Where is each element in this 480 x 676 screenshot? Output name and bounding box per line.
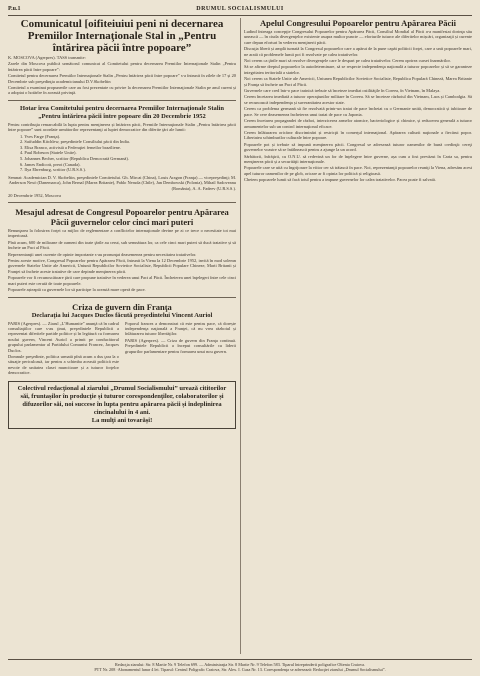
notice-text: Colectivul redacţional al ziarului „Drumul Socialismului” urează cititorilor săi, fruntașilor în producţie și tuturor corespondenţilor, colaboratorilor și difuzorilor săi, noi succese în lupta pentru apărarea păcii și îndeplinirea cincinalului în 4 ani. La mulţi ani tovarăși!	[17, 384, 227, 424]
article-paragraph: Popoarele care se uită cu îngrijorare la viitor cer să trăiască în pace. Noi, reprezentanţii popoarelor reuniţi la Viena, adresăm acest apel tuturor oamenilor de pe glob, oricare ar fi opinia lor politică și religioasă.	[244, 165, 472, 176]
list-item: 1. Yves Farge (Franţa).	[20, 133, 61, 139]
page-number: P.u.1	[8, 6, 21, 12]
article-paragraph: Renunţarea la folosirea forţei ca mijloc de reglementare a conflictelor internaţionale devine pe zi ce trece o necesitate tot mai imperioasă.	[8, 228, 236, 239]
article-paragraph: Cerem încetarea propagandei de război, interzicerea armelor atomice, bacteriologice și chimice, și reducerea generală a tuturor armamentelor sub un control internaţional eficace.	[244, 118, 472, 129]
article-paragraph: Pentru aceste motive, Congresul Popoarelor pentru Apărarea Păcii, întrunit la Viena la 12 Decembrie 1952, invită în mod solemn guvernele Statelor Unite ale Americii, Uniunii Republicilor Sovietice Socialiste, Republicii Populare Chineze, Marii Britanii și Franţei să încheie aceste tratative de care depinde menţinerea păcii.	[8, 258, 236, 274]
article-paragraph: Noi cerem ca ţările mari să rezolve divergenţele care le despart pe calea tratativelor. Cerem oprirea cursei înarmărilor.	[244, 58, 451, 64]
article-paragraph: PARIS (Agerpres). — Criza de guvern din Franţa continuă. Preşedintele Republicii a început consultările cu liderii grupurilor parlamentare pentru formarea unui nou guvern.	[125, 337, 236, 354]
newspaper-name: DRUMUL SOCIALISMULUI	[196, 6, 284, 12]
article-paragraph: Sărbătorii, înfrăţirii, cu O.N.U. să redevină un for de înţelegere între guverne, așa cum a fost prevăzut în Carta sa, pentru menţinerea păcii și a securităţii internaţionale.	[244, 153, 472, 164]
article-paragraph: Cerem înlăturarea oricăror discriminări și restricţii în comerţul internaţional. Apărarea culturii naţionale a fiecărui popor. Libertatea schimburilor culturale între popoare.	[244, 129, 472, 141]
article-paragraph: Guvernele care cred într-o pace trainică trebuie să înceteze imediat ostilităţile în Coreea, în Vietnam, în Malaya.	[244, 88, 441, 94]
header-rule	[8, 15, 472, 16]
article-title: Hotar îrea Comitetului pentru decernarea Premiilor Internaţionale Stalin	[20, 104, 224, 112]
article-paragraph: Să se afirme dreptul popoarelor la autodeterminare, să se respecte independenţa naţională a tuturor popoarelor și să se garanteze integritatea teritorială a statelor.	[244, 64, 472, 75]
column-divider	[240, 18, 241, 654]
article-paragraph: Popoarele așteaptă ca guvernele lor să participe la această mare operă de pace.	[8, 287, 146, 293]
article-paragraph: Pentru contribuţia remarcabilă la lupta pentru menţinerea și întărirea păcii, Premiile Internaţionale Stalin „Pentru întărirea păcii între popoare” sunt acordate următorilor reprezentanţi ai luptei democratice din diferite ţări ale lumii:	[8, 121, 236, 133]
article-french-crisis	[8, 302, 236, 377]
article-paragraph: PARIS (Agerpres). — Ziarul „L’Humanite” anunţă că în cadrul consultaţiilor care s-au ţinut, preşedintele Republicii a reprezentat diferitele partide politice și în legătură cu formarea noului guvern, Vincent Auriol a primit pe conducătorul grupului parlamentar al Partidului Comunist Francez, Jacques Duclos.	[8, 320, 119, 353]
article-paragraph: Popoarele vor fi recunoscătoare ţării care propune tratative în vederea unui Pact al Păcii. Încheierea unei înţelegeri între cele cinci mari puteri este cerută de toate popoarele.	[8, 275, 236, 286]
article-paragraph: Discuţia liberă și amplă turnată la Congresul popoarelor care a apărut de la pune capăt politicii forţei, care a unit popoarele mari, ne arată că problemele lumii pot fi rezolvate pe calea tratativelor.	[244, 46, 472, 57]
divider	[8, 202, 236, 203]
article-title: Comunicatul [oifiteiuiui peni ni decernarea Premiilor Internaţionale Stal in „Pentru întărirea păcii între popoare”	[20, 18, 224, 54]
article-peace-message	[8, 207, 236, 292]
laureate-list	[20, 134, 236, 173]
two-column-text	[8, 320, 236, 377]
article-paragraph: Domnule preşedinte, politica urmată pînă acum a dus ţara la o situaţie periculoasă, iar pentru a schimba această politică este nevoie de unitatea clasei muncitoare și a tuturor forţelor democratice.	[8, 353, 119, 376]
list-item: 4. Paul Robeson (Statele Unite).	[20, 150, 77, 156]
footer-line: PTT Nr. 208 ·Abonamentul lunar 4 lei. Tiparul: Centrul Poligrafic Craiova, Str. Alex. I. Cuza Nr. 13. Corespondenţa se adresează: Redacţiei ziarului „Drumul Socialismului”.	[94, 666, 386, 672]
divider	[8, 297, 236, 298]
article-peace-appeal	[244, 18, 472, 183]
list-item: 3. Elisa Branco, activistă a Federaţiei femeilor braziliene.	[20, 144, 121, 150]
article-title: Criza de guvern din Franţa	[72, 301, 172, 312]
article-title: Apelul Congresului Popoarelor pentru Apărarea Păcii	[259, 18, 457, 28]
list-item: 7. Ilya Ehrenburg, scriitor (U.R.S.S.).	[20, 167, 86, 173]
article-paragraph: Cerem ca problema germană să fie rezolvată printr-un tratat de pace încheiat cu o Germanie unită, democratică și iubitoare de pace. Se cere deasemenea încheierea unui tratat de pace cu Japonia.	[244, 106, 472, 117]
article-title: Mesajul adresat de Congresul Popoarelor pentru Apărarea Păcii guvernelor celor cinci mari puteri	[15, 207, 229, 228]
page-footer	[8, 659, 472, 672]
date: 20 Decembrie 1952, Moscova	[8, 193, 61, 199]
article-subtitle: Declaraţia lui Jacques Duclos făcută preşedintelui Vincent Auriol	[31, 311, 213, 319]
list-item: 6. James Endicott, preot (Canada).	[20, 161, 81, 167]
article-paragraph: Ludind întreaga concepţie Congresului Popoarelor pentru Apărarea Păcii, Consiliul Mondial al Păcii a-a manifestat dorinţa său unească — în ciuda divergenţelor existente asupra multor puncte — eforturile tuturor ale diferitelor mișcări, organizaţii și curente care depun eforturi în vederea menţinerii păcii.	[244, 29, 472, 45]
article-paragraph: Comitetul a examinat propunerile care au fost prezentate cu privire la decernarea Premiilor Internaţionale Stalin pe anul curent și a adoptat o hotărîre în această privinţă.	[8, 85, 236, 96]
list-item: 2. Saifuddin Kitchlew, preşedintele Consiliului păcii din India.	[20, 139, 130, 145]
editorial-notice-box	[8, 381, 236, 429]
article-paragraph: Cerem încetarea imediată a tuturor operaţiunilor militare în Coreea. Să se înceteze războiul din Vietnam, Laos și Cambodgia. Să se recunoască independenţa și suveranitatea acestor state.	[244, 94, 472, 105]
article-committee-decision	[8, 105, 236, 198]
right-column	[244, 18, 472, 654]
article-paragraph: Noi cerem ca Statele Unite ale Americii, Uniunea Republicilor Sovietice Socialiste, Republica Populară Chineză, Marea Britanie și Franţa să încheie un Pact al Păcii.	[244, 76, 472, 87]
article-paragraph: Reprezentanţii unei curente de opinie importante s-au pronunţat deasemenea pentru necesitatea tratativelor.	[8, 251, 197, 257]
article-paragraph: Popoarele pot și trebuie să impună menţinerea păcii. Congresul se adresează tuturor oamenilor de bună credinţă: cereţi guvernelor voastre să se întâlnească pentru a ajunge la un acord.	[244, 141, 472, 153]
left-column	[8, 18, 236, 654]
article-paragraph: Cheiem popoarele lumii să facă totul pentru a impune guvernelor lor calea tratativelor. Pacea poate fi salvată.	[244, 177, 436, 183]
article-subtitle: „Pentru întărirea păcii între popoare din 20 Decembrie 1952	[38, 112, 206, 120]
footer-line: Redacţia ziarului: Str. 8 Martie Nr. 9 Telefon 699. — Administraţia Str. 8 Martie Nr. 9 Telefon 583. Tiparul întreprinderii poligrafice Oltenia Craiova.	[114, 661, 366, 667]
article-paragraph: Pînă acum, 600 de milioane de oameni din toate ţările au cerut, sub semnătura lor, ca cele cinci mari puteri să ducă tratative și să încheie un Pact al Păcii.	[8, 239, 236, 251]
signature: Semnat: Academician D. V. Skobeltin, preşedintele Comitetului. Gh. Mircai (China), Louis Aragon (Franţa) — vicepreşedinţi; M. Anderson Nexö (Danemarca), John Bernal (Marea Britanie), Pablo Neruda (Chile), Jan Dembowski (Polonia), Mihail Sadoveanu (România), A. A. Fadeev (U.R.S.S.).	[8, 174, 236, 191]
article-paragraph: Comitetul pentru decernarea Premiilor Internaţionale Stalin „Pentru întărirea păcii între popoare” s-a întrunit în zilele de 17 și 20 Decembrie sub preşedinţia academicianului D.V.Skobeltin	[8, 73, 236, 84]
article-paragraph: Poporul francez a demonstrat că este pentru pace, că dorește independenţa naţională a Franţei, că nu vrea războiul și înlăturarea tuturor libertăţilor.	[125, 320, 236, 337]
article-stalin-prize-communique	[8, 18, 236, 96]
page-header	[8, 4, 472, 14]
article-paragraph: Zarele din Moscova publică următorul comunicat al Comitetului pentru decernarea Premiilor Internaţionale Stalin „Pentru întărirea păcii între popoare”:	[8, 61, 236, 72]
divider	[8, 100, 236, 101]
dateline: K. MOSCOVA (Agerpres). TASS transmite:	[8, 55, 86, 60]
list-item: 5. Johannes Becher, scriitor (Republica Democrată Germană).	[20, 156, 129, 162]
